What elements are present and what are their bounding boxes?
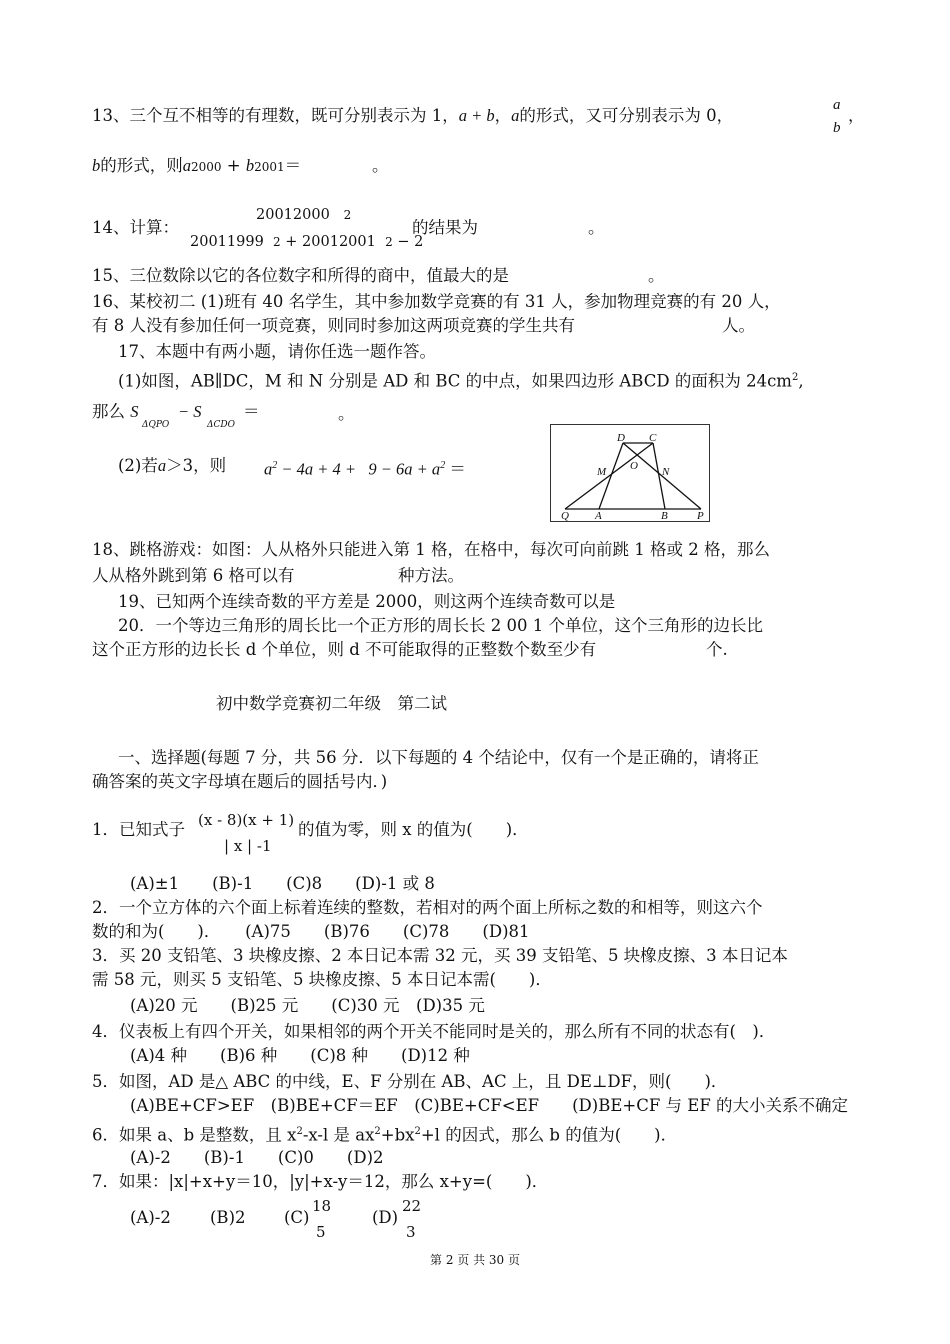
mc3-line2: 需 58 元，则买 5 支铅笔、5 块橡皮擦、5 本日记本需( )． [92,970,552,989]
q20-end: 个. [706,640,728,659]
mc1-den: | x | -1 [224,837,272,855]
q16-line2: 有 8 人没有参加任何一项竞赛，则同时参加这两项竞赛的学生共有 [92,316,575,335]
q14-label: 14、计算： [92,218,179,237]
mc7-optD: (D) [372,1208,399,1227]
mc7-optB: (B)2 [210,1208,246,1227]
q17-sub1: ΔQPO [142,420,170,430]
mc4-options: (A)4 种 (B)6 种 (C)8 种 (D)12 种 [130,1046,470,1065]
q13-line2 [92,156,301,177]
mc3-line1: 3．买 20 支铅笔、3 块橡皮擦、2 本日记本需 32 元，买 39 支铅笔、5 块橡皮擦、3 本日记本 [92,946,788,965]
section-intro-line2: 确答案的英文字母填在题后的圆括号内．) [92,772,388,791]
mc1-num: (x - 8)(x + 1) [198,811,295,829]
mc7-optC: (C) [284,1208,310,1227]
q17-S1: S [130,402,139,421]
q13-end: 。 [372,156,389,175]
mc7-optD-num: 22 [402,1197,422,1215]
q20-line2: 这个正方形的边长长 d 个单位，则 d 不可能取得的正整数个数至少有 [92,640,597,659]
line-QC [565,443,653,509]
section-intro-line1: 一、选择题(每题 7 分，共 56 分．以下每题的 4 个结论中，仅有一个是正确的，请将正 [118,748,759,767]
q17-eq1: ＝ [243,402,260,421]
q13-exp1: 2000 [191,160,222,174]
label-M: M [597,466,607,478]
q13-sep: ， [494,106,512,125]
mc6-sup3: 2 [414,1126,421,1137]
q14-end: 。 [588,218,605,237]
trapezoid-figure [550,424,710,522]
q17-p2-expr [264,456,466,480]
q17-p1-text: (1)如图，AB∥DC，M 和 N 分别是 AD 和 BC 的中点，如果四边形 ABCD 的面积为 24cm [118,371,792,391]
q17-p2-text: (2)若 [118,456,158,475]
mc4-line1: 4．仪表板上有四个开关，如果相邻的两个开关不能同时是关的，那么所有不同的状态有( )． [92,1022,776,1041]
label-A: A [595,510,602,521]
q13-text-a: 13、三个互不相等的有理数，既可分别表示为 1， [92,106,459,125]
label-B: B [661,510,668,521]
q14-num [256,205,351,225]
q16-line1: 16、某校初二 (1)班有 40 名学生，其中参加数学竞赛的有 31 人，参加物理竞赛的有 20 人， [92,292,781,311]
q13-eq: ＝ [284,156,302,175]
q14-den-exp2: 2 [385,235,393,249]
mc6-text-d: +l 的因式，那么 b 的值为( )． [420,1125,678,1145]
q17-p1-line1 [118,368,804,392]
mc6-text-b: -x-l 是 ax [302,1125,375,1145]
page-footer: 第 2 页 共 30 页 [430,1253,520,1267]
q14-den [190,232,423,252]
mc5-line1: 5．如图，AD 是△ ABC 的中线，E、F 分别在 AB、AC 上，且 DE⊥DF，则( )． [92,1072,728,1091]
mc1-label: 1．已知式子 [92,820,185,839]
q14-tail: 的结果为 [412,218,478,237]
mc7-optA: (A)-2 [130,1208,171,1227]
q17-p1-comma: , [798,371,804,391]
q17-end1: 。 [338,404,355,423]
mc6-line1 [92,1122,677,1146]
q18-end: 种方法。 [398,566,464,585]
q17-intro: 17、本题中有两小题，请你任选一题作答。 [118,342,436,361]
mc1-options: (A)±1 (B)-1 (C)8 (D)-1 或 8 [130,874,435,893]
q17-p2-expr1: a [264,459,273,479]
mc6-sup2: 2 [374,1126,381,1137]
q13-frac-num: a [833,97,841,113]
q17-p1-nama: 那么 [92,402,125,421]
q13-exp2: 2001 [254,160,285,174]
q16-end: 人。 [722,316,755,335]
q17-sub2: ΔCDO [207,420,235,430]
q14-num-exp: 2 [343,208,352,222]
q14-den-plus: + 20012001 [285,234,376,250]
q13-b: b [92,156,101,175]
trapezoid-diagram [551,425,709,521]
mc6-text-c: +bx [380,1125,415,1145]
q17-minus-S2: − S [178,402,202,421]
mc6-text-a: 6．如果 a、b 是整数，且 x [92,1125,297,1145]
q20-line1: 20．一个等边三角形的周长比一个正方形的周长长 2 00 1 个单位，这个三角形的边长比 [118,616,763,635]
q17-p2-var: a [157,456,167,475]
q13-a-plus-b: a + b [458,106,495,125]
q18-line2: 人从格外跳到第 6 格可以有 [92,566,295,585]
q17-p2-cond: ＞3，则 [166,456,227,475]
mc7-optC-den: 5 [316,1223,326,1241]
q14-den1: 20011999 [190,234,264,250]
mc7-optC-num: 18 [312,1197,332,1215]
section-title: 初中数学竞赛初二年级 第二试 [216,694,447,713]
q17-p2-eq: ＝ [449,459,466,479]
mc5-options: (A)BE+CF>EF (B)BE+CF＝EF (C)BE+CF<EF (D)BE+CF 与 EF 的大小关系不确定 [130,1096,849,1115]
q18-line1: 18、跳格游戏：如图：人从格外只能进入第 1 格，在格中，每次可向前跳 1 格或 2 格，那么 [92,540,770,559]
mc2-line2: 数的和为( )． (A)75 (B)76 (C)78 (D)81 [92,922,530,941]
q15-text: 15、三位数除以它的各位数字和所得的商中，值最大的是 [92,266,509,285]
mc2-line1: 2．一个立方体的六个面上标着连续的整数，若相对的两个面上所标之数的和相等，则这六个 [92,898,763,917]
label-C: C [649,432,657,444]
label-D: D [617,432,625,444]
q13-text-c: 的形式，则 [100,156,183,175]
q17-p2-expr3: 9 − 6a + a [368,459,441,479]
q13-text-b: 的形式，又可分别表示为 0， [519,106,734,125]
label-O: O [630,460,638,472]
mc1-tail: 的值为零，则 x 的值为( )． [298,820,529,839]
mc7-optD-den: 3 [406,1223,416,1241]
q15-end: 。 [648,266,665,285]
q13-frac-den: b [833,120,841,136]
label-N: N [662,466,670,478]
mc3-options: (A)20 元 (B)25 元 (C)30 元 (D)35 元 [130,996,485,1015]
q17-p1-line2 [92,402,139,422]
q14-den-minus: − 2 [397,234,424,250]
q14-num-value: 20012000 [256,207,330,223]
q13-expr-a: a [182,156,191,175]
q13-plus: + [226,156,241,175]
mc6-sup1: 2 [296,1126,303,1137]
q14-den-exp1: 2 [273,235,281,249]
q17-p1-sup: 2 [791,372,799,383]
q17-p2-exp2: 2 [440,460,446,471]
q17-p2-expr2: − 4a + 4 + [281,459,357,479]
label-P: P [697,510,704,521]
q13-a: a [511,106,520,125]
q13-comma: ， [848,106,865,125]
mc7-line1: 7．如果：|x|+x+y＝10，|y|+x-y＝12，那么 x+y=( )． [92,1172,549,1191]
label-Q: Q [561,510,569,521]
q19-text: 19、已知两个连续奇数的平方差是 2000，则这两个连续奇数可以是 [118,592,616,611]
q17-p2 [118,456,226,476]
mc6-options: (A)-2 (B)-1 (C)0 (D)2 [130,1148,384,1167]
q13-line1 [92,106,733,126]
q17-p2-exp1: 2 [272,460,278,471]
q13-expr-b: b [245,156,255,175]
